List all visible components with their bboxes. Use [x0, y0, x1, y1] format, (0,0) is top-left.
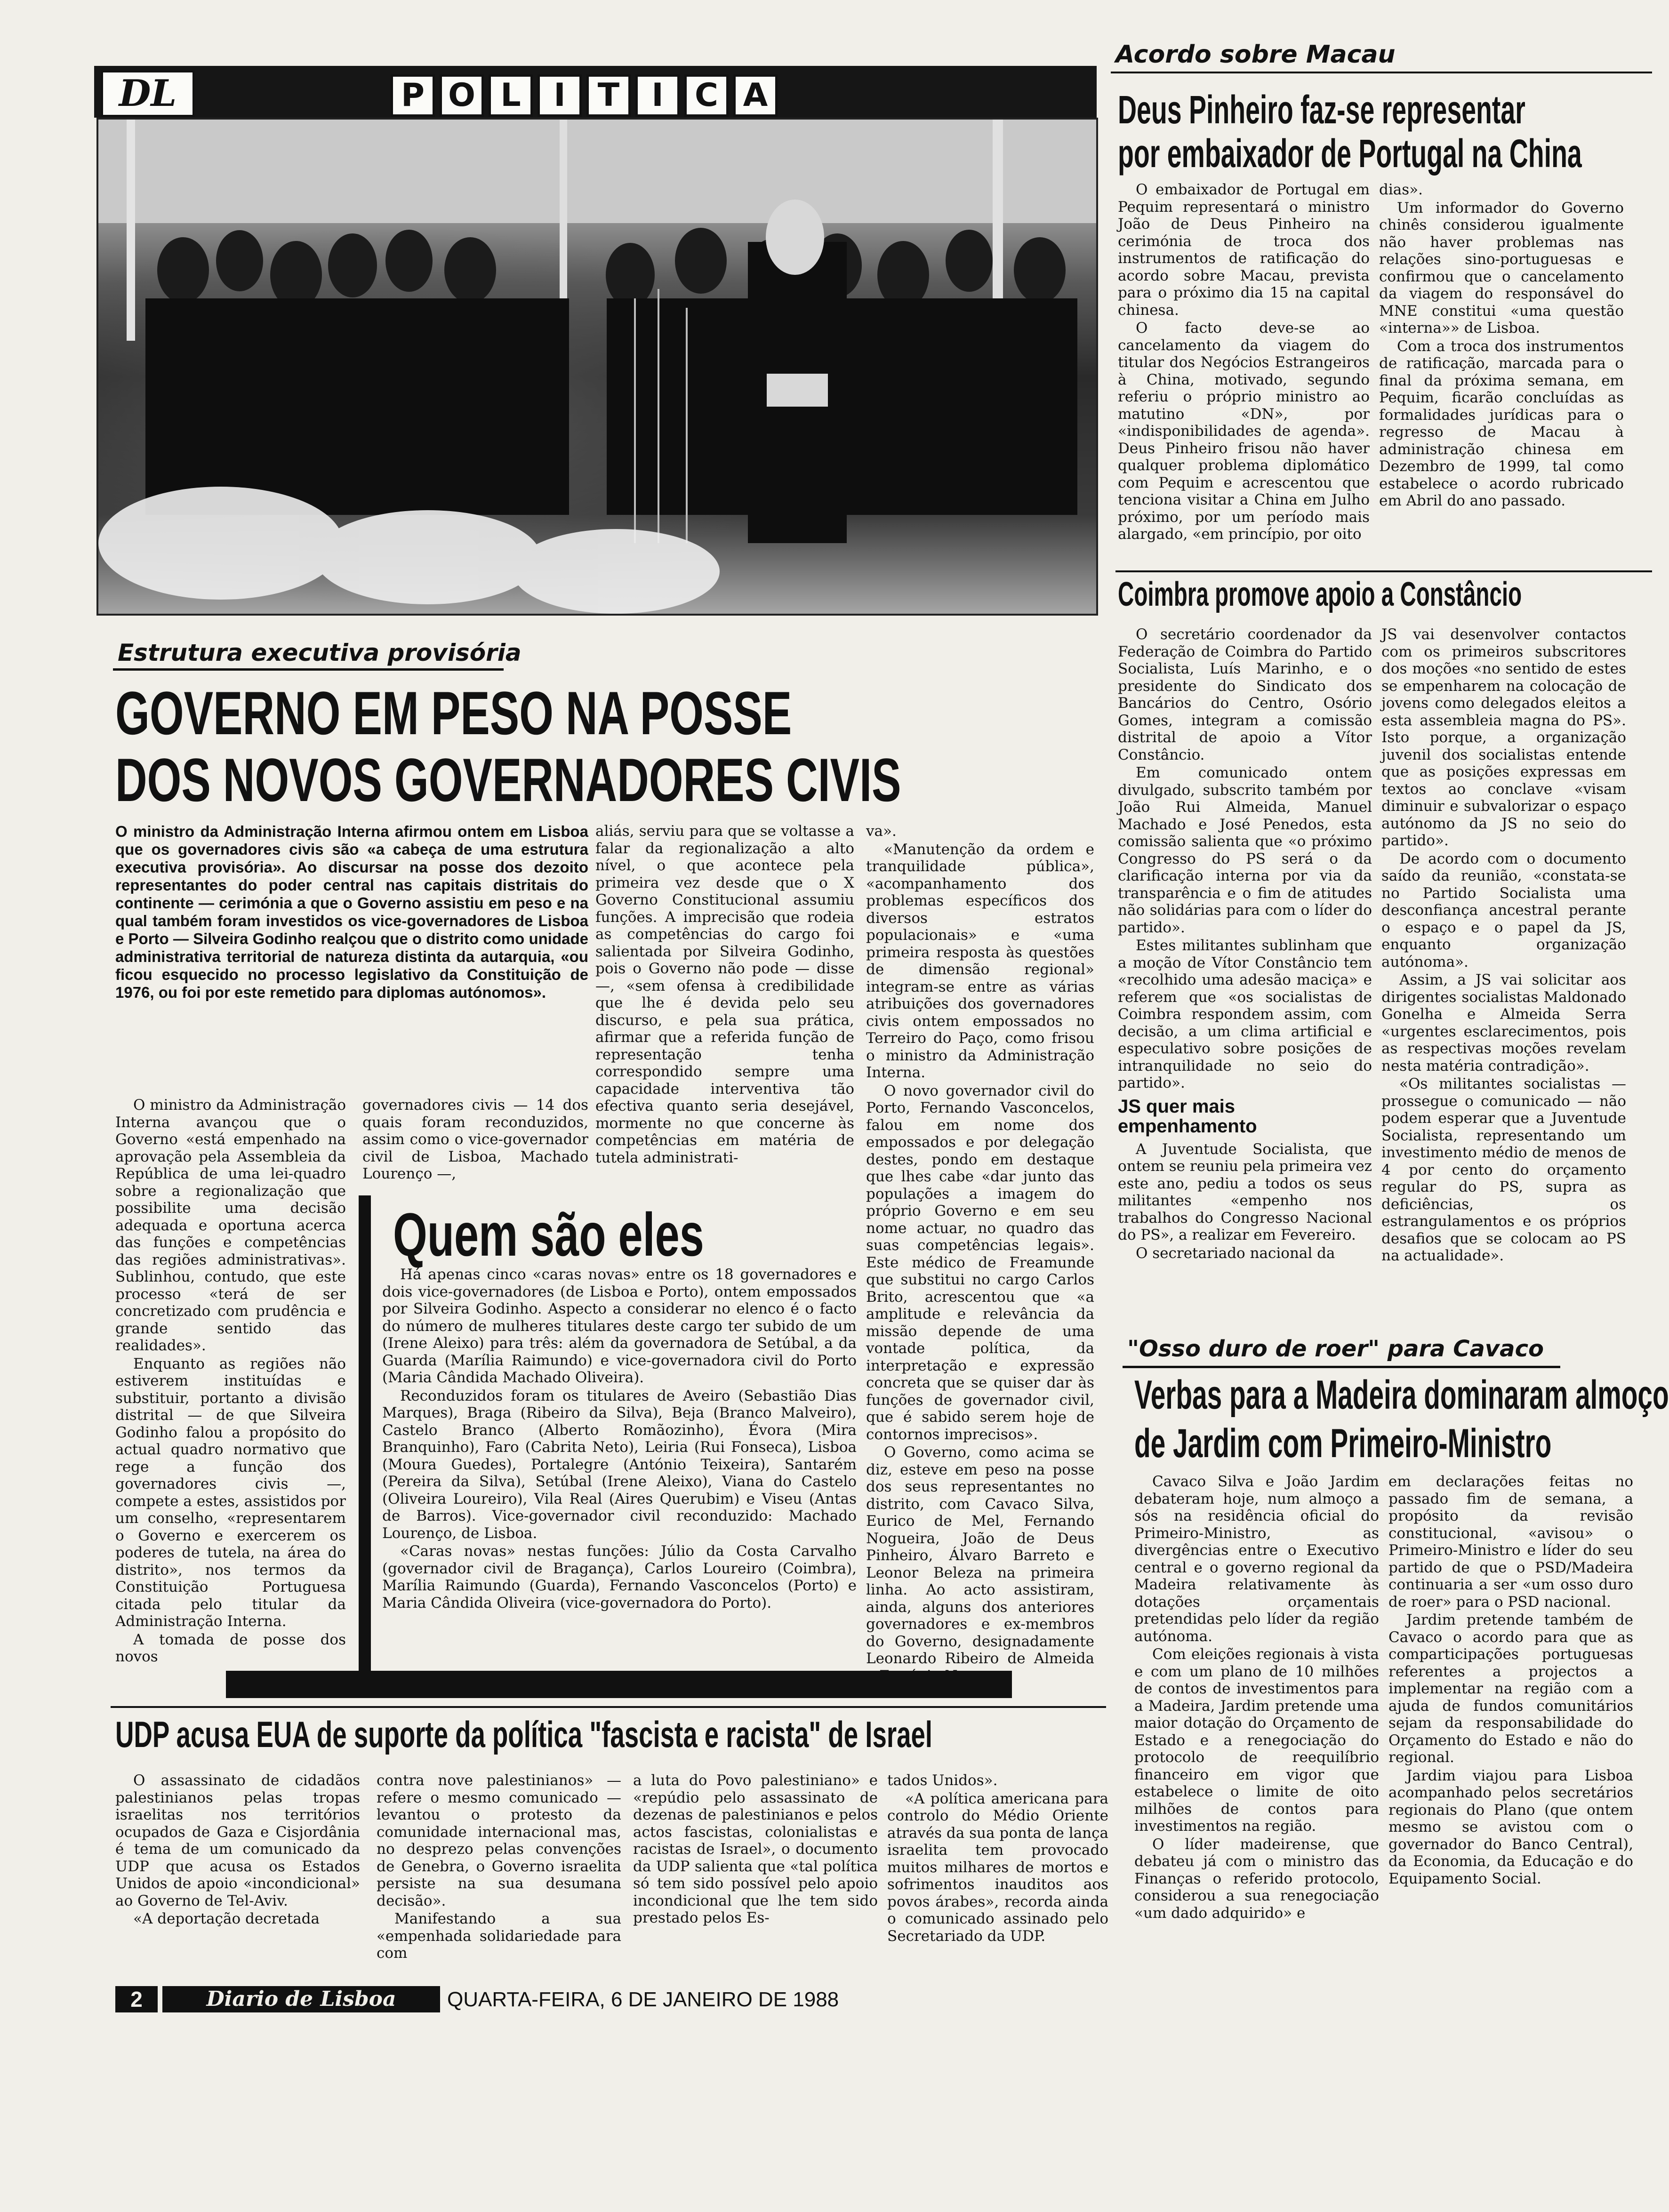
udp-top-rule: [111, 1706, 1106, 1708]
lead-col4-p1: va».: [866, 823, 897, 840]
coimbra-col2-p2: De acordo com o documento saído da reunião, «constata-se no Partido Socialista uma desconfiança ancestral perante o espaço e o papel da JS, enquanto organização autónoma».: [1381, 850, 1626, 970]
masthead-letter-box: O: [440, 74, 484, 117]
madeira-col1-p2: Com eleições regionais à vista e com um plano de 10 milhões de contos de investimentos para a Madeira, Jardim pretende uma maior dotação do Orçamento de Estado e a renegociação do protocolo de reequilíbrio financeiro em vigor que estabelece o limite de oito milhões de contos para investimentos na região.: [1134, 1646, 1379, 1835]
masthead-letter-box: I: [538, 74, 582, 117]
udp-col4-p2: «A política americana para controlo do Médio Oriente através da sua ponta de lança israelita tem provocado muitos milhares de mortos e sofrimentos inauditos aos povos árabes», recorda ainda o comunicado assinado pelo Secretariado da UDP.: [887, 1790, 1108, 1945]
udp-headline: UDP acusa EUA de suporte da política "fascista e racista" de Israel: [115, 1714, 932, 1755]
madeira-column-1: [1134, 1473, 1379, 1944]
macau-col1-p2: O facto deve-se ao cancelamento da viagem do titular dos Negócios Estrangeiros à China, motivado, segundo referiu o próprio ministro ao matutino «DN», por «indisponibilidades de agenda». Deus Pinheiro frisou não haver qualquer problema diplomático com Pequim e acrescentou que tenciona visitar a China em Julho próximo, por um período mais alargado, «em princípio, por oito: [1118, 320, 1370, 543]
lead-col3-p1: aliás, serviu para que se voltasse a falar da regionalização a alto nível, o que acontece pela primeira vez desde que o X Governo Constitucional assumiu funções. A imprecisão que rodeia as competências do cargo foi salientada por Silveira Godinho, pois o Governo não pode — disse —, «sem ofensa à credibilidade que lhe é devida pelo seu discurso, e pela sua prática, afirmar que a referida função de representação tenha correspondido sempre uma capacidade interventiva tão efectiva quanto seria desejável, mormente no que concerne às competências em matéria de tutela administrati-: [595, 823, 854, 1166]
macau-headline-line1: Deus Pinheiro faz-se representar: [1118, 88, 1525, 132]
macau-column-2: [1379, 181, 1624, 591]
box-p1: Há apenas cinco «caras novas» entre os 18 governadores e dois vice-governadores (de Lisboa e Porto), ontem empossados por Silveira Godinho. Aspecto a considerar no elenco é o facto do número de mulheres titulares deste cargo ter subido de um (Irene Aleixo) para três: além da governadora de Setúbal, a da Guarda (Marília Raimundo) e vice-governadora civil do Porto (Maria Cândida Machado Oliveira).: [382, 1266, 857, 1386]
lead-column-2: [362, 1097, 588, 1186]
lead-col1-p2: Enquanto as regiões não estiverem instituídas e substituir, portanto a divisão distrital — de que Silveira Godinho falou a propósito do actual quadro normativo que rege a função dos governadores civis —, compete a estes, assistidos por um conselho, «representarem o Governo e exercerem os poderes de tutela, na área do distrito», nos termos da Constituição Portuguesa citada pelo titular da Administração Interna.: [115, 1355, 346, 1630]
lead-col2-p1: governadores civis — 14 dos quais foram reconduzidos, assim como o vice-governador civil de Lisboa, Machado Lourenço —,: [362, 1097, 588, 1182]
coimbra-col1-p3: Estes militantes sublinham que a moção de Vítor Constâncio tem «recolhido uma adesão maciça» e referem que «os socialistas de Coimbra respondem assim, com decisão, a um clima artificial e especulativo sobre posições de intranquilidade no seio do partido».: [1118, 937, 1372, 1091]
box-title: Quem são eles: [393, 1200, 704, 1269]
udp-col3-p1: a luta do Povo palestiniano» e «repúdio pelo assassinato de dezenas de palestinianos e pelos actos fascistas, colonialistas e racistas de Israel», o documento da UDP salienta que «tal política só tem sido possível pelo apoio incondicional que lhe tem sido prestado pelos Es-: [633, 1772, 878, 1926]
lead-column-1: [115, 1097, 346, 1671]
coimbra-col1-p2: Em comunicado ontem divulgado, subscrito também por João Rui Almeida, Manuel Machado e José Penedos, esta comissão salienta que «o próximo Congresso do PS será o da clarificação interna por via da transparência e o fim de atitudes não solidárias para com o líder do partido».: [1118, 764, 1372, 936]
coimbra-top-rule: [1115, 570, 1652, 572]
lead-headline-line1: GOVERNO EM PESO NA POSSE: [115, 679, 792, 747]
macau-col2-p1: dias».: [1379, 181, 1423, 198]
paper-name-logo: Diario de Lisboa: [162, 1986, 440, 2012]
udp-col4-p1: tados Unidos».: [887, 1772, 998, 1789]
macau-kicker-rule: [1111, 72, 1652, 73]
kicker-underline: [113, 668, 504, 671]
coimbra-subhead: JS quer mais empenhamento: [1118, 1096, 1257, 1137]
lead-intro: [115, 823, 588, 1077]
macau-col2-p3: Com a troca dos instrumentos de ratificação, marcada para o final da próxima semana, em Pequim, ficarão concluídas as formalidades jurídicas para o regresso de Macau à administração chinesa em Dezembro de 1999, tal como estabelece o acordo rubricado em Abril do ano passado.: [1379, 337, 1624, 509]
madeira-headline-line1: Verbas para a Madeira dominaram almoço: [1134, 1372, 1669, 1418]
masthead-letter-box: I: [635, 74, 680, 117]
macau-col2-p2: Um informador do Governo chinês considerou igualmente não haver problemas nas relações sino-portuguesas e confirmou que o cancelamento da viagem do responsável do MNE constitui «uma questão «interna»» de Lisboa.: [1379, 199, 1624, 337]
lead-column-3: [595, 823, 854, 1190]
udp-col1-p2: «A deportação decretada: [133, 1910, 320, 1927]
udp-col1-p1: O assassinato de cidadãos palestinianos pelas tropas israelitas nos territórios ocupados de Gaza e Cisjordânia é tema de um comunicado da UDP que acusa os Estados Unidos de apoio «incondicional» ao Governo de Tel-Aviv.: [115, 1772, 360, 1909]
madeira-kicker-rule: [1123, 1366, 1560, 1368]
madeira-col2-p1: em declarações feitas no passado fim de semana, a propósito da revisão constitucional, «avisou» o Primeiro-Ministro e líder do seu partido de que o PSD/Madeira continuaria a ser «um osso duro de roer» para o PSD nacional.: [1388, 1473, 1633, 1611]
macau-col1-p1: O embaixador de Portugal em Pequim representará o ministro João de Deus Pinheiro na cerimónia de troca dos instrumentos de ratificação do acordo sobre Macau, prevista para o próximo dia 15 na capital chinesa.: [1118, 181, 1370, 319]
lead-col4-p4: O Governo, como acima se diz, esteve em peso na posse dos seus representantes no distrito, com Cavaco Silva, Eurico de Mel, Fernando Nogueira, João de Deus Pinheiro, Álvaro Barreto e Leonor Beleza na primeira linha. Ao acto assistiram, ainda, alguns dos anteriores governadores e ex-membros do Governo, designadamente Leonardo Ribeiro de Almeida: [866, 1444, 1094, 1667]
coimbra-column-1: [1118, 626, 1372, 1327]
box-left-bar: [359, 1195, 371, 1678]
box-bottom-bar: [226, 1671, 1012, 1698]
udp-column-4: [887, 1772, 1108, 1979]
masthead-letter-box: P: [391, 74, 435, 117]
udp-column-2: [377, 1772, 621, 1979]
madeira-kicker: "Osso duro de roer" para Cavaco: [1127, 1336, 1544, 1362]
madeira-col2-p3: Jardim viajou para Lisboa acompanhado pelos secretários regionais do Plano (que ontem mesmo se avistou com o governador do Banco Central), da Economia, da Educação e do Equipamento Social.: [1388, 1767, 1633, 1887]
madeira-column-2: [1388, 1473, 1633, 1944]
coimbra-col1-p5: O secretariado nacional da: [1136, 1244, 1335, 1262]
lead-col4-p3: O novo governador civil do Porto, Fernando Vasconcelos, falou em nome dos empossados e por delegação destes, pondo em destaque que lhes cabe «dar junto das populações a imagem do próprio Governo e em seu nome actuar, no quadro das suas competências legais». Este médico de Freamunde que substitui no cargo Carlos Brito, acrescentou que «a amplitude e relevância da missão depende de uma vontade política, da interpretação e expressão concreta que se quiser dar às funções de governador civil, que é sabido serem hoje de contornos imprecisos».: [866, 1082, 1094, 1443]
box-text: [382, 1266, 857, 1657]
udp-column-3: [633, 1772, 878, 1979]
masthead-letter-box: A: [733, 74, 778, 117]
lead-kicker: Estrutura executiva provisória: [118, 639, 522, 666]
coimbra-col2-p1: JS vai desenvolver contactos com os primeiros subscritores dos moções «no sentido de estes se empenharem na colocação de jovens como delegados eleitos a esta assembleia magna do PS». Isto porque, a organização juvenil dos socialistas entende que as posições expressas em textos ao conclave «visam diminuir e subvalorizar o espaço autónomo da JS no seio do partido».: [1381, 626, 1626, 849]
box-p2: Reconduzidos foram os titulares de Aveiro (Sebastião Dias Marques), Braga (Ribeiro da Silva), Beja (Branco Malveiro), Castelo Branco (Alberto Romãozinho), Évora (Mira Branquinho), Faro (Cabrita Neto), Leiria (Rui Fonseca), Lisboa (Moura Guedes), Portalegre (António Teixeira), Santarém (Pereira da Silva), Setúbal (Irene Aleixo), Viana do Castelo (Oliveira Loureiro), Vila Real (Aires Querubim) e Viseu (Antas de Barros). Vice-governador civil reconduzido: Machado Lourenço, de Lisboa.: [382, 1387, 857, 1542]
madeira-col1-p3: O líder madeirense, que debateu já com o ministro das Finanças o referido protocolo, considerou a sua renegociação «um dado adquirido» e: [1134, 1835, 1379, 1922]
madeira-headline-line2: de Jardim com Primeiro-Ministro: [1134, 1421, 1552, 1466]
lead-intro-text: O ministro da Administração Interna afirmou ontem em Lisboa que os governadores civis são «a cabeça de uma estrutura executiva provisória». Ao discursar na posse dos dezoito representantes do poder central nas capitais distritais do continente — cerimónia a que o Governo assistiu em peso e na qual também foram investidos os vice-governadores de Lisboa e Porto — Silveira Godinho realçou que o distrito como unidade administrativa territorial de natureza distinta da autarquia, «ou ficou esquecido no processo legislativo da Constituição de 1976, ou foi por este remetido para diplomas autónomos».: [115, 823, 588, 1001]
lead-col1-p1: O ministro da Administração Interna avançou que o Governo «está empenhado na aprovação pela Assembleia da República de uma lei-quadro sobre a regionalização que possibilite uma decisão adequada e oportuna acerca das funções e competências das regiões administrativas». Sublinhou, contudo, que este processo «terá de ser concretizado com prudência e grande sentido das realidades».: [115, 1097, 346, 1354]
madeira-col1-p1: Cavaco Silva e João Jardim debateram hoje, num almoço a sós na residência oficial do Primeiro-Ministro, as divergências entre o Executivo central e o governo regional da Madeira relativamente às dotações orçamentais pretendidas pelo líder da região autónoma.: [1134, 1473, 1379, 1645]
box-p3: «Caras novas» nestas funções: Júlio da Costa Carvalho (governador civil de Bragança), Carlos Loureiro (Coimbra), Marília Raimundo (Guarda), Fernando Vasconcelos (Porto) e Maria Cândida Oliveira (vice-governadora do Porto).: [382, 1543, 857, 1611]
coimbra-col2-p3: Assim, a JS vai solicitar aos dirigentes socialistas Maldonado Gonelha e Almeida Serra «urgentes esclarecimentos, pois as respectivas moções revelam nesta matéria contradição».: [1381, 971, 1626, 1074]
coimbra-column-2: [1381, 626, 1626, 1327]
macau-column-1: [1118, 181, 1370, 591]
udp-col2-p1: contra nove palestinianos» — refere o mesmo comunicado — levantou o protesto da comunidade internacional mas, no desprezo pelas convenções de Genebra, o Governo israelita persiste na sua desumana decisão».: [377, 1772, 621, 1909]
coimbra-col1-p1: O secretário coordenador da Federação de Coimbra do Partido Socialista, Luís Marinho, e o presidente do Sindicato dos Bancários do Centro, Osório Gomes, integram a comissão distrital de apoio a Vítor Constâncio.: [1118, 626, 1372, 763]
lead-col1-p3: A tomada de posse dos novos: [115, 1631, 346, 1665]
masthead-letter-box: T: [586, 74, 631, 117]
page-number: 2: [115, 1986, 158, 2012]
masthead-letter-box: C: [684, 74, 729, 117]
photo-crowd-illustration: [98, 120, 1096, 614]
coimbra-col2-p4: «Os militantes socialistas — prossegue o comunicado — não podem esperar que a Juventude Socialista, representando um investimento médio de menos de 4 por cento do orçamento regular do PS, supra as deficiências, os estrangulamentos e os próprios desafios que se colocam ao PS na actualidade».: [1381, 1075, 1626, 1264]
madeira-col2-p2: Jardim pretende também de Cavaco o acordo para que as comparticipações portuguesas referentes a projectos a implementar na região com a ajuda de fundos comunitários sejam da responsabilidade do Orçamento do Estado e não do regional.: [1388, 1611, 1633, 1766]
masthead-letter-box: L: [489, 74, 533, 117]
coimbra-col1-p4: A Juventude Socialista, que ontem se reuniu pela primeira vez este ano, pediu a todos os seus militantes «empenho nos trabalhos do Congresso Nacional do PS», a realizar em Fevereiro.: [1118, 1140, 1372, 1243]
udp-col2-p2: Manifestando a sua «empenhada solidariedade para com: [377, 1910, 621, 1962]
udp-column-1: [115, 1772, 360, 1979]
macau-headline-line2: por embaixador de Portugal na China: [1118, 131, 1582, 176]
lead-headline-line2: DOS NOVOS GOVERNADORES CIVIS: [115, 745, 901, 814]
lead-column-4: [866, 823, 1094, 1667]
macau-kicker: Acordo sobre Macau: [1115, 40, 1396, 69]
coimbra-headline: Coimbra promove apoio a Constâncio: [1118, 576, 1522, 613]
news-photo: [96, 118, 1098, 616]
date-line: QUARTA-FEIRA, 6 DE JANEIRO DE 1988: [447, 1988, 839, 2011]
dl-logo: DL: [101, 71, 194, 117]
lead-col4-p2: «Manutenção da ordem e tranquilidade pública», «acompanhamento dos problemas específicos dos diversos estratos populacionais» e «uma primeira resposta às questões de dimensão regional» integram-se entre as várias atribuições dos governadores civis ontem empossados no Terreiro do Paço, como frisou o ministro da Administração Interna.: [866, 841, 1094, 1081]
